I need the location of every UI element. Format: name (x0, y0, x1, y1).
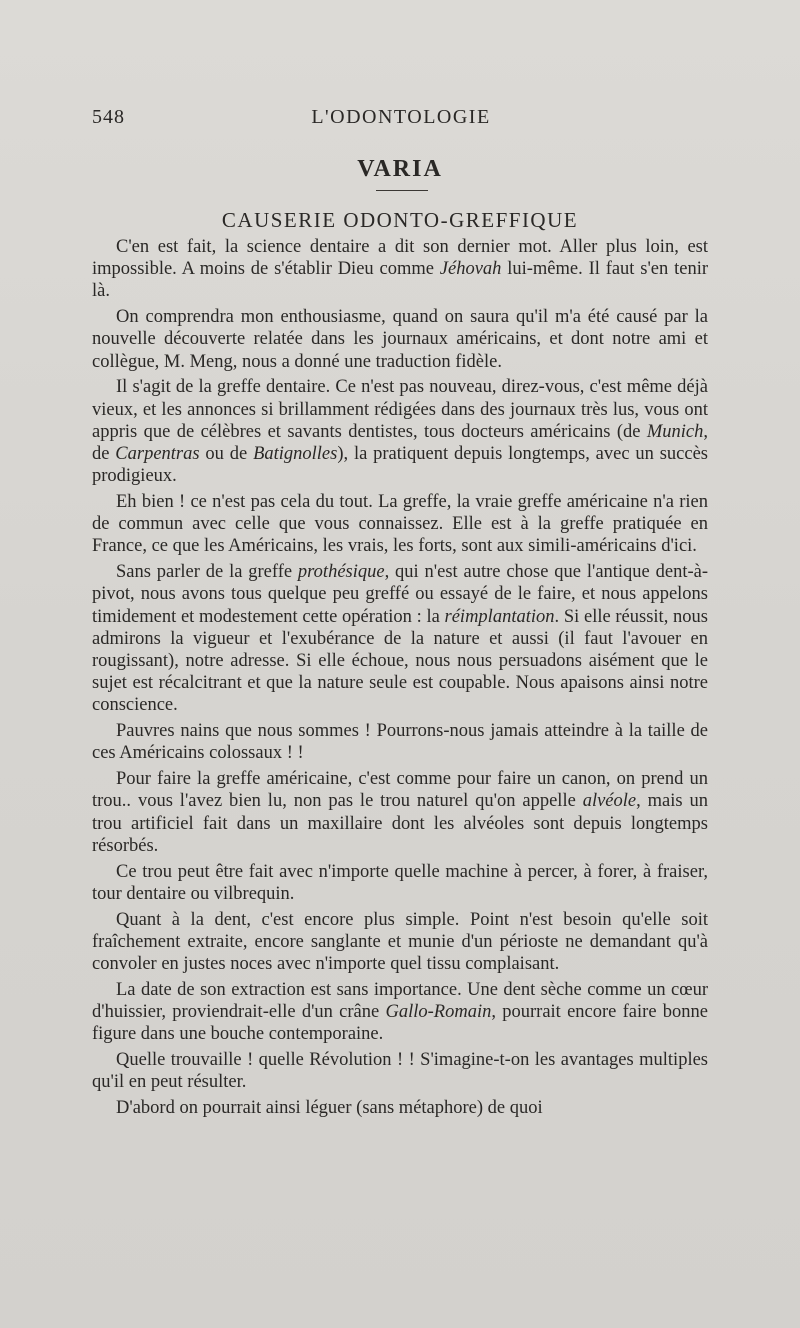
running-title: L'ODONTOLOGIE (311, 106, 491, 128)
italic-term: Gallo-Romain (385, 1002, 492, 1023)
paragraph-10: La date de son extraction est sans importance. Une dent sèche comme un cœur d'huissier, proviendrait-elle d'un crâne Gallo-Romain, pourrait encore faire bonne figure dans une bouche contemporaine. (92, 979, 709, 1045)
paragraph-8: Ce trou peut être fait avec n'importe quelle machine à percer, à forer, à fraiser, tour dentaire ou vilbrequin. (92, 861, 708, 904)
paragraph-12: D'abord on pourrait ainsi léguer (sans métaphore) de quoi (116, 1098, 543, 1119)
paragraph-6: Pauvres nains que nous sommes ! Pourrons-nous jamais atteindre à la taille de ces Américains colossaux ! ! (92, 721, 708, 764)
paragraph-9: Quant à la dent, c'est encore plus simple. Point n'est besoin qu'elle soit fraîchement extraite, encore sanglante et munie d'un périoste ne demandant qu'à convoler en justes noces avec n'importe quel tissu complaisant. (92, 909, 708, 975)
paragraph-2: On comprendra mon enthousiasme, quand on saura qu'il m'a été causé par la nouvelle découverte relatée dans les journaux américains, et dont notre ami et collègue, M. Meng, nous a donné une traduction fidèle. (92, 307, 708, 372)
page-number: 548 (92, 106, 125, 128)
paragraph-5: Sans parler de la greffe prothésique, qui n'est autre chose que l'antique dent-à-pivot, nous avons tous quelque peu greffé ou essayé de le faire, et nous appelons timidement et modestement cette opération : la réimplantation. Si elle réussit, nous admirons la vigueur et l'exubérance de la nature et aussi (il faut l'avouer en rougissant), notre adresse. Si elle échoue, nous nous persuadons aisément que le sujet est récalcitrant et que la nature seule est coupable. Nous apaisons ainsi notre conscience. (92, 562, 708, 716)
italic-term: prothésique (297, 562, 385, 583)
section-title: VARIA (357, 156, 443, 182)
article-body (92, 236, 708, 1123)
title-rule (376, 190, 428, 191)
italic-term: alvéole (582, 791, 637, 812)
italic-term: Jéhovah (439, 259, 502, 280)
italic-term: Carpentras (115, 444, 200, 465)
paragraph-11: Quelle trouvaille ! quelle Révolution ! ! S'imagine-t-on les avantages multiples qu'il en peut résulter. (92, 1050, 708, 1093)
paragraph-1: C'en est fait, la science dentaire a dit son dernier mot. Aller plus loin, est impossible. A moins de s'établir Dieu comme Jéhovah lui-même. Il faut s'en tenir là. (92, 237, 708, 302)
italic-term: Munich (646, 421, 704, 442)
italic-term: Batignolles (253, 444, 338, 465)
paragraph-3: Il s'agit de la greffe dentaire. Ce n'est pas nouveau, direz-vous, c'est même déjà vieux, et les annonces si brillamment rédigées dans des journaux très lus, vous ont appris que de célèbres et savants dentistes, tous docteurs américains (de Munich, de Carpentras ou de Batignolles), la pratiquent depuis longtemps, avec un succès prodigieux. (92, 377, 708, 487)
paragraph-4: Eh bien ! ce n'est pas cela du tout. La greffe, la vraie greffe américaine n'a rien de commun avec celle que vous connaissez. Elle est à la greffe pratiquée en France, ce que les Américains, les vrais, les forts, sont aux simili-américains d'ici. (92, 492, 708, 557)
article-title: CAUSERIE ODONTO-GREFFIQUE (221, 208, 579, 232)
page-header (92, 106, 710, 134)
paragraph-7: Pour faire la greffe américaine, c'est comme pour faire un canon, on prend un trou.. vous l'avez bien lu, non pas le trou naturel qu'on appelle alvéole, mais un trou artificiel fait dans un maxillaire dont les alvéoles sont depuis longtemps résorbés. (92, 769, 708, 856)
italic-term: réimplantation (444, 606, 555, 627)
